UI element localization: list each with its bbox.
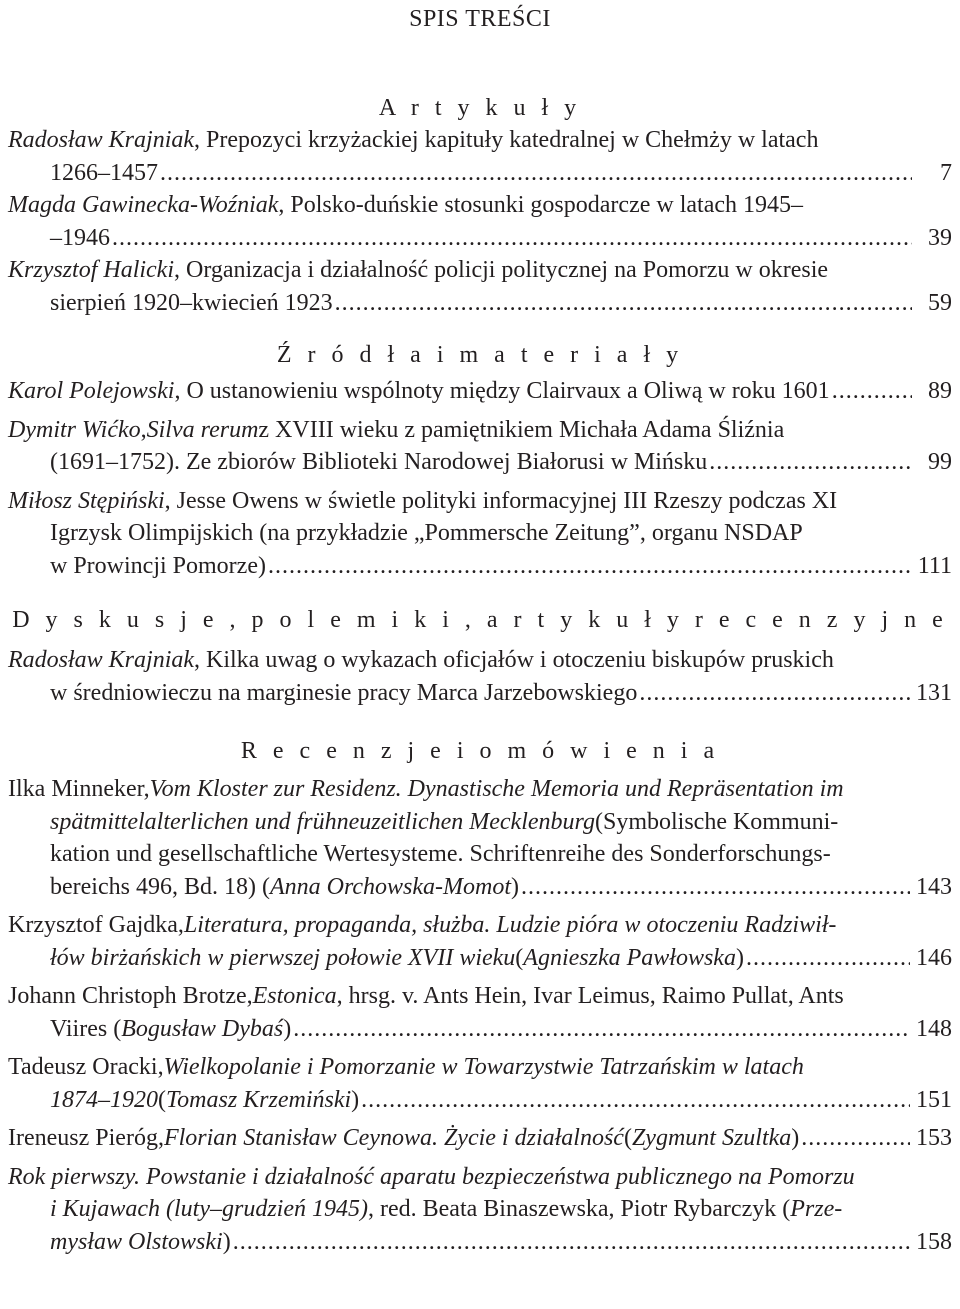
- review-paren: ): [791, 1125, 800, 1151]
- review-title: 1874–1920: [50, 1086, 158, 1113]
- entry-title: ,: [140, 416, 147, 443]
- entry-author: Karol Polejowski: [8, 378, 175, 404]
- page-number: 146: [916, 944, 952, 971]
- reviewer: mysław Olstowski: [50, 1228, 223, 1255]
- review-title: i Kujawach (luty–grudzień 1945): [50, 1196, 368, 1222]
- review-title: Literatura, propaganda, służba. Ludzie pióra w otoczeniu Radziwił-: [183, 912, 837, 938]
- entry-title: , Jesse Owens w świetle polityki informacyjnej III Rzeszy podczas XI: [164, 487, 838, 514]
- review-title: Rok pierwszy. Powstanie i działalność aparatu bezpieczeństwa publicznego na Pomorzu: [8, 1163, 855, 1190]
- toc-entry[interactable]: [8, 254, 952, 319]
- entry-title-cont: Igrzysk Olimpijskich (na przykładzie „Pommersche Zeitung”, organu NSDAP: [50, 520, 803, 546]
- page-number: 143: [916, 873, 952, 900]
- dot-leader: [639, 677, 910, 710]
- dot-leader: [268, 550, 912, 583]
- page-number: 39: [928, 224, 952, 251]
- dot-leader: [832, 375, 912, 408]
- toc-entry[interactable]: [8, 189, 952, 254]
- review-author: Ireneusz Pieróg,: [8, 1125, 164, 1151]
- review-editors: , red. Beata Binaszewska, Piotr Rybarczyk (: [367, 1196, 791, 1222]
- toc-entry[interactable]: [8, 1161, 952, 1259]
- review-series: (Symbolische Kommuni-: [594, 808, 839, 835]
- section-heading-artykuly: A r t y k u ł y: [378, 95, 582, 121]
- entry-author: Miłosz Stępiński: [8, 487, 165, 514]
- page-number: 153: [916, 1125, 952, 1151]
- review-title: spätmittelalterlichen und frühneuzeitlichen Mecklenburg: [50, 808, 595, 835]
- entry-author: Radosław Krajniak: [8, 127, 195, 153]
- entry-title-cont: sierpień 1920–kwiecień 1923: [50, 289, 333, 316]
- entry-title: , Organizacja i działalność policji politycznej na Pomorzu w okresie: [174, 257, 829, 283]
- entry-title-cont: 1266–1457: [50, 159, 158, 186]
- entry-title-cont: –1946: [50, 224, 110, 251]
- entry-title: , Kilka uwag o wykazach oficjałów i otoczeniu biskupów pruskich: [194, 647, 834, 673]
- reviewer: Prze-: [790, 1196, 843, 1222]
- section-heading-dyskusje: D y s k u s j e , p o l e m i k i , a r t y k u ł y r e c e n z y j n e: [12, 607, 948, 633]
- entry-author: Magda Gawinecka-Woźniak: [8, 192, 279, 218]
- reviewer: Anna Orchowska-Momot: [269, 873, 512, 900]
- page-number: 148: [916, 1015, 952, 1042]
- toc-entry[interactable]: [8, 773, 952, 903]
- review-editors: Viires (: [50, 1015, 122, 1042]
- review-paren: (: [515, 944, 524, 971]
- dot-leader: [746, 942, 910, 975]
- dot-leader: [233, 1226, 910, 1259]
- entry-title: , Polsko-duńskie stosunki gospodarcze w latach 1945–: [278, 192, 803, 218]
- entry-author: Dymitr Wićko: [8, 416, 141, 443]
- reviewer: Agnieszka Pawłowska: [523, 944, 736, 971]
- dot-leader: [160, 157, 912, 190]
- entry-title: , O ustanowieniu wspólnoty między Clairvaux a Oliwą w roku 1601: [174, 378, 830, 404]
- entry-title: , Prepozyci krzyżackiej kapituły katedralnej w Chełmży w latach: [194, 127, 819, 153]
- review-paren: (: [623, 1125, 632, 1151]
- entry-title-cont: (1691–1752). Ze zbiorów Biblioteki Narodowej Białorusi w Mińsku: [50, 449, 708, 475]
- dot-leader: [521, 871, 910, 904]
- entry-author: Krzysztof Halicki: [8, 257, 174, 283]
- toc-entry[interactable]: [8, 644, 952, 709]
- page-number: 7: [940, 159, 952, 186]
- review-series: kation und gesellschaftliche Wertesysteme. Schriftenreihe des Sonderforschungs-: [50, 841, 831, 867]
- toc-entry[interactable]: [8, 375, 952, 408]
- page-number: 59: [928, 289, 952, 316]
- dot-leader: [335, 287, 912, 320]
- dot-leader: [293, 1013, 910, 1046]
- review-paren: ): [351, 1086, 360, 1113]
- dot-leader: [709, 446, 912, 479]
- page-number: 111: [917, 552, 952, 579]
- review-title: Wielkopolanie i Pomorzanie w Towarzystwie Tatrzańskim w latach: [163, 1054, 804, 1080]
- toc-entry[interactable]: [8, 909, 952, 974]
- page-number: 89: [928, 378, 952, 404]
- section-heading-recenzje: R e c e n z j e i o m ó w i e n i a: [240, 738, 720, 764]
- review-title: Vom Kloster zur Residenz. Dynastische Memoria und Repräsentation im: [149, 776, 844, 802]
- review-title: Estonica: [252, 983, 337, 1009]
- review-title: łów birżańskich w pierwszej połowie XVII wieku: [50, 944, 516, 971]
- review-author: Tadeusz Oracki,: [8, 1054, 164, 1080]
- page-number: 131: [916, 679, 952, 706]
- toc-entry[interactable]: [8, 124, 952, 189]
- review-paren: (: [158, 1086, 166, 1113]
- toc-entry[interactable]: [8, 485, 952, 583]
- page-title: SPIS TREŚCI: [409, 6, 551, 32]
- entry-title-cont: w Prowincji Pomorze): [50, 552, 266, 579]
- section-heading-zrodla: Ź r ó d ł a i m a t e r i a ł y: [276, 342, 684, 368]
- review-paren: ): [222, 1228, 231, 1255]
- toc-entry[interactable]: [8, 1122, 952, 1155]
- toc-entry[interactable]: [8, 1051, 952, 1116]
- dot-leader: [801, 1122, 910, 1155]
- reviewer: Bogusław Dybaś: [121, 1015, 284, 1042]
- review-paren: ): [511, 873, 520, 900]
- review-paren: ): [283, 1015, 292, 1042]
- page-number: 99: [928, 449, 952, 475]
- review-series: bereichs 496, Bd. 18) (: [50, 873, 270, 900]
- reviewer: Tomasz Krzemiński: [166, 1086, 352, 1113]
- review-editors: , hrsg. v. Ants Hein, Ivar Leimus, Raimo Pullat, Ants: [336, 983, 844, 1009]
- review-author: Johann Christoph Brotze,: [8, 983, 253, 1009]
- entry-author: Radosław Krajniak: [8, 647, 195, 673]
- page-number: 158: [916, 1228, 952, 1255]
- reviewer: Zygmunt Szultka: [631, 1125, 792, 1151]
- review-title: Florian Stanisław Ceynowa. Życie i działalność: [163, 1125, 624, 1151]
- review-paren: ): [735, 944, 744, 971]
- page-number: 151: [916, 1086, 952, 1113]
- entry-title: z XVIII wieku z pamiętnikiem Michała Adama Śliźnia: [258, 416, 785, 443]
- toc-entry[interactable]: [8, 414, 952, 479]
- toc-entry[interactable]: [8, 980, 952, 1045]
- entry-title-italic: Silva rerum: [146, 416, 259, 443]
- review-author: Ilka Minneker,: [8, 776, 150, 802]
- dot-leader: [112, 222, 912, 255]
- review-author: Krzysztof Gajdka,: [8, 912, 184, 938]
- entry-title-cont: w średniowieczu na marginesie pracy Marca Jarzebowskiego: [50, 679, 638, 706]
- dot-leader: [361, 1084, 910, 1117]
